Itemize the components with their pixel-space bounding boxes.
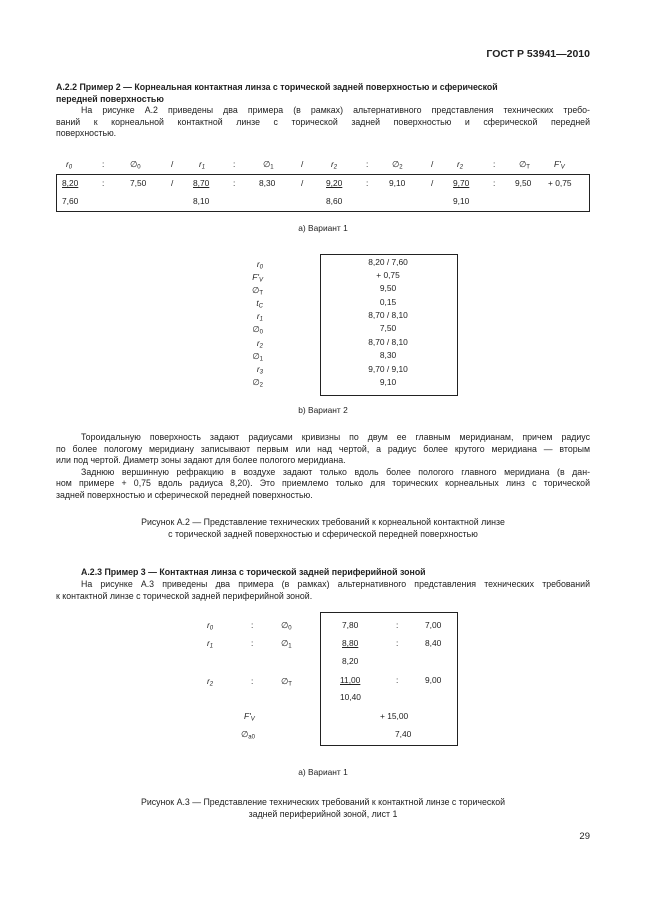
explanation-paragraph xyxy=(56,432,590,502)
cell-r2-steep: 8,60 xyxy=(326,196,343,206)
cell-r0-steep: 7,60 xyxy=(62,196,79,206)
cell-r1-flat: 8,70 xyxy=(193,178,210,188)
variant-1-caption: а) Вариант 1 xyxy=(298,223,348,233)
section-title-a23: А.2.3 Пример 3 — Контактная линза с торической задней периферийной зоной xyxy=(81,567,426,577)
cell-r0-flat: 8,20 xyxy=(62,178,79,188)
cell-colon: : xyxy=(102,178,105,188)
value-diam-a0: 7,40 xyxy=(395,729,412,739)
header-slash: / xyxy=(301,159,304,169)
header-r1: $r_1$ xyxy=(199,159,206,171)
value-diam-0: 7,00 xyxy=(425,620,442,630)
intro-a23-line-1: На рисунке А.3 приведены два примера (в рамках) альтернативного представления технических требований xyxy=(81,579,590,589)
figure-a3-caption xyxy=(60,797,586,820)
label-diam-1: $\emptyset_1$ xyxy=(281,638,292,650)
cell-diam-2: 9,10 xyxy=(389,178,406,188)
cell-r2-flat: 9,20 xyxy=(326,178,343,188)
cell-r2b-flat: 9,70 xyxy=(453,178,470,188)
colon: : xyxy=(396,675,399,685)
value-diam-t: 9,00 xyxy=(425,675,442,685)
value-diam-1: 8,40 xyxy=(425,638,442,648)
value-fv: + 15,00 xyxy=(380,711,409,721)
label-r1: $r_1$ xyxy=(207,638,214,650)
intro-line-2: ваний к корнеальной контактной линзе с торической задней поверхностью и сферической передней xyxy=(56,116,590,127)
para-line-1: Тороидальную поверхность задают радиусами кривизны по двум ее главным меридианам, причем радиус xyxy=(81,432,590,442)
colon: : xyxy=(251,620,254,630)
value-r0: 8,20 / 7,60 xyxy=(368,257,408,267)
label-fv: $F'_V$ xyxy=(244,711,255,723)
cell-r1-steep: 8,10 xyxy=(193,196,210,206)
value-r0: 7,80 xyxy=(342,620,359,630)
cell-slash: / xyxy=(171,178,174,188)
section-title-line-1: А.2.2 Пример 2 — Корнеальная контактная линза с торической задней поверхностью и сферической xyxy=(56,82,498,92)
cell-diam-1: 8,30 xyxy=(259,178,276,188)
header-r0: $r_0$ xyxy=(66,159,73,171)
para-line-2: по более пологому меридиану записывают первым или над чертой, а радиус более крутого меридиана — вторым xyxy=(56,443,590,454)
value-diam-t: 9,50 xyxy=(379,283,397,293)
label-r3: $r_3$ xyxy=(256,364,263,376)
value-fv: + 0,75 xyxy=(376,270,400,280)
value-r1-flat: 8,80 xyxy=(342,638,359,648)
header-diam-t: $\emptyset_T$ xyxy=(519,159,530,171)
label-diam-a0: $\emptyset_{a0}$ xyxy=(241,729,255,741)
cell-diam-0: 7,50 xyxy=(130,178,147,188)
figure-a2-caption xyxy=(60,517,586,540)
value-diam-1: 8,30 xyxy=(379,350,397,360)
header-r2-second: $r_2$ xyxy=(457,159,464,171)
figure-a2-caption-line-1: Рисунок А.2 — Представление технических требований к корнеальной контактной линзе xyxy=(141,517,505,527)
label-fv: $F'_V$ xyxy=(252,272,263,284)
header-slash: / xyxy=(431,159,434,169)
colon: : xyxy=(396,638,399,648)
label-diam-t: $\emptyset_T$ xyxy=(281,676,292,688)
label-r0: $r_0$ xyxy=(256,259,263,271)
header-fv: $F'_V$ xyxy=(554,159,565,171)
cell-colon: : xyxy=(493,178,496,188)
para-line-4: Заднюю вершинную рефракцию в воздухе задают только вдоль более пологого главного меридиана (в дан- xyxy=(81,466,590,477)
value-tc: 0,15 xyxy=(379,297,397,307)
value-r3: 9,70 / 9,10 xyxy=(368,364,408,374)
label-r1: $r_1$ xyxy=(256,311,263,323)
cell-diam-t: 9,50 xyxy=(515,178,532,188)
value-r2-steep: 10,40 xyxy=(340,692,361,702)
header-colon: : xyxy=(233,159,236,169)
header-diam-1: $\emptyset_1$ xyxy=(263,159,274,171)
header-colon: : xyxy=(366,159,369,169)
cell-slash: / xyxy=(431,178,434,188)
cell-colon: : xyxy=(233,178,236,188)
cell-slash: / xyxy=(301,178,304,188)
intro-line-1: На рисунке А.2 приведены два примера (в рамках) альтернативного представления технических требо- xyxy=(81,105,590,115)
section-intro-a22 xyxy=(56,105,590,140)
colon: : xyxy=(251,638,254,648)
page-number: 29 xyxy=(579,831,590,842)
label-r2: $r_2$ xyxy=(256,338,263,350)
intro-line-3: поверхностью. xyxy=(56,128,117,139)
header-colon: : xyxy=(493,159,496,169)
a3-variant-1-caption: а) Вариант 1 xyxy=(298,767,348,777)
label-r2: $r_2$ xyxy=(207,676,214,688)
label-diam-0: $\emptyset_0$ xyxy=(281,620,292,632)
standard-number: ГОСТ Р 53941—2010 xyxy=(486,48,590,60)
cell-colon: : xyxy=(366,178,369,188)
value-r2: 8,70 / 8,10 xyxy=(368,337,408,347)
value-diam-2: 9,10 xyxy=(379,377,397,387)
para-line-6: задней поверхностью и сферической передней поверхностью. xyxy=(56,489,313,500)
value-r2-flat: 11,00 xyxy=(340,675,361,685)
header-colon: : xyxy=(102,159,105,169)
cell-r2b-steep: 9,10 xyxy=(453,196,470,206)
header-r2: $r_2$ xyxy=(331,159,338,171)
label-diam-1: $\emptyset_1$ xyxy=(252,351,263,363)
variant-2-caption: b) Вариант 2 xyxy=(298,405,348,415)
header-slash: / xyxy=(171,159,174,169)
intro-a23-line-2: к контактной линзе с торической задней периферийной зоной. xyxy=(56,590,313,601)
cell-fv: + 0,75 xyxy=(548,178,572,188)
figure-a3-caption-line-2: задней периферийной зоной, лист 1 xyxy=(248,808,398,819)
colon: : xyxy=(396,620,399,630)
value-r1: 8,70 / 8,10 xyxy=(368,310,408,320)
para-line-3: или под чертой. Диаметр зоны задают для более пологого меридиана. xyxy=(56,455,346,466)
header-diam-2: $\emptyset_2$ xyxy=(392,159,403,171)
value-r1-steep: 8,20 xyxy=(342,656,359,666)
label-diam-0: $\emptyset_0$ xyxy=(252,324,263,336)
value-diam-0: 7,50 xyxy=(379,323,397,333)
label-r0: $r_0$ xyxy=(207,620,214,632)
label-tc: $t_C$ xyxy=(256,298,263,310)
section-intro-a23 xyxy=(56,579,590,602)
label-diam-t: $\emptyset_T$ xyxy=(252,285,263,297)
section-title-a22 xyxy=(56,82,590,105)
header-diam-0: $\emptyset_0$ xyxy=(130,159,141,171)
section-title-line-2: передней поверхностью xyxy=(56,93,164,104)
figure-a2-caption-line-2: с торической задней поверхностью и сферической передней поверхностью xyxy=(168,528,478,539)
figure-a3-caption-line-1: Рисунок А.3 — Представление технических требований к контактной линзе с торической xyxy=(140,797,506,807)
para-line-5: ном примере + 0,75 вдоль радиуса 8,20). Это приемлемо только для торических корнеальных линз с торической xyxy=(56,478,590,489)
label-diam-2: $\emptyset_2$ xyxy=(252,377,263,389)
colon: : xyxy=(251,676,254,686)
